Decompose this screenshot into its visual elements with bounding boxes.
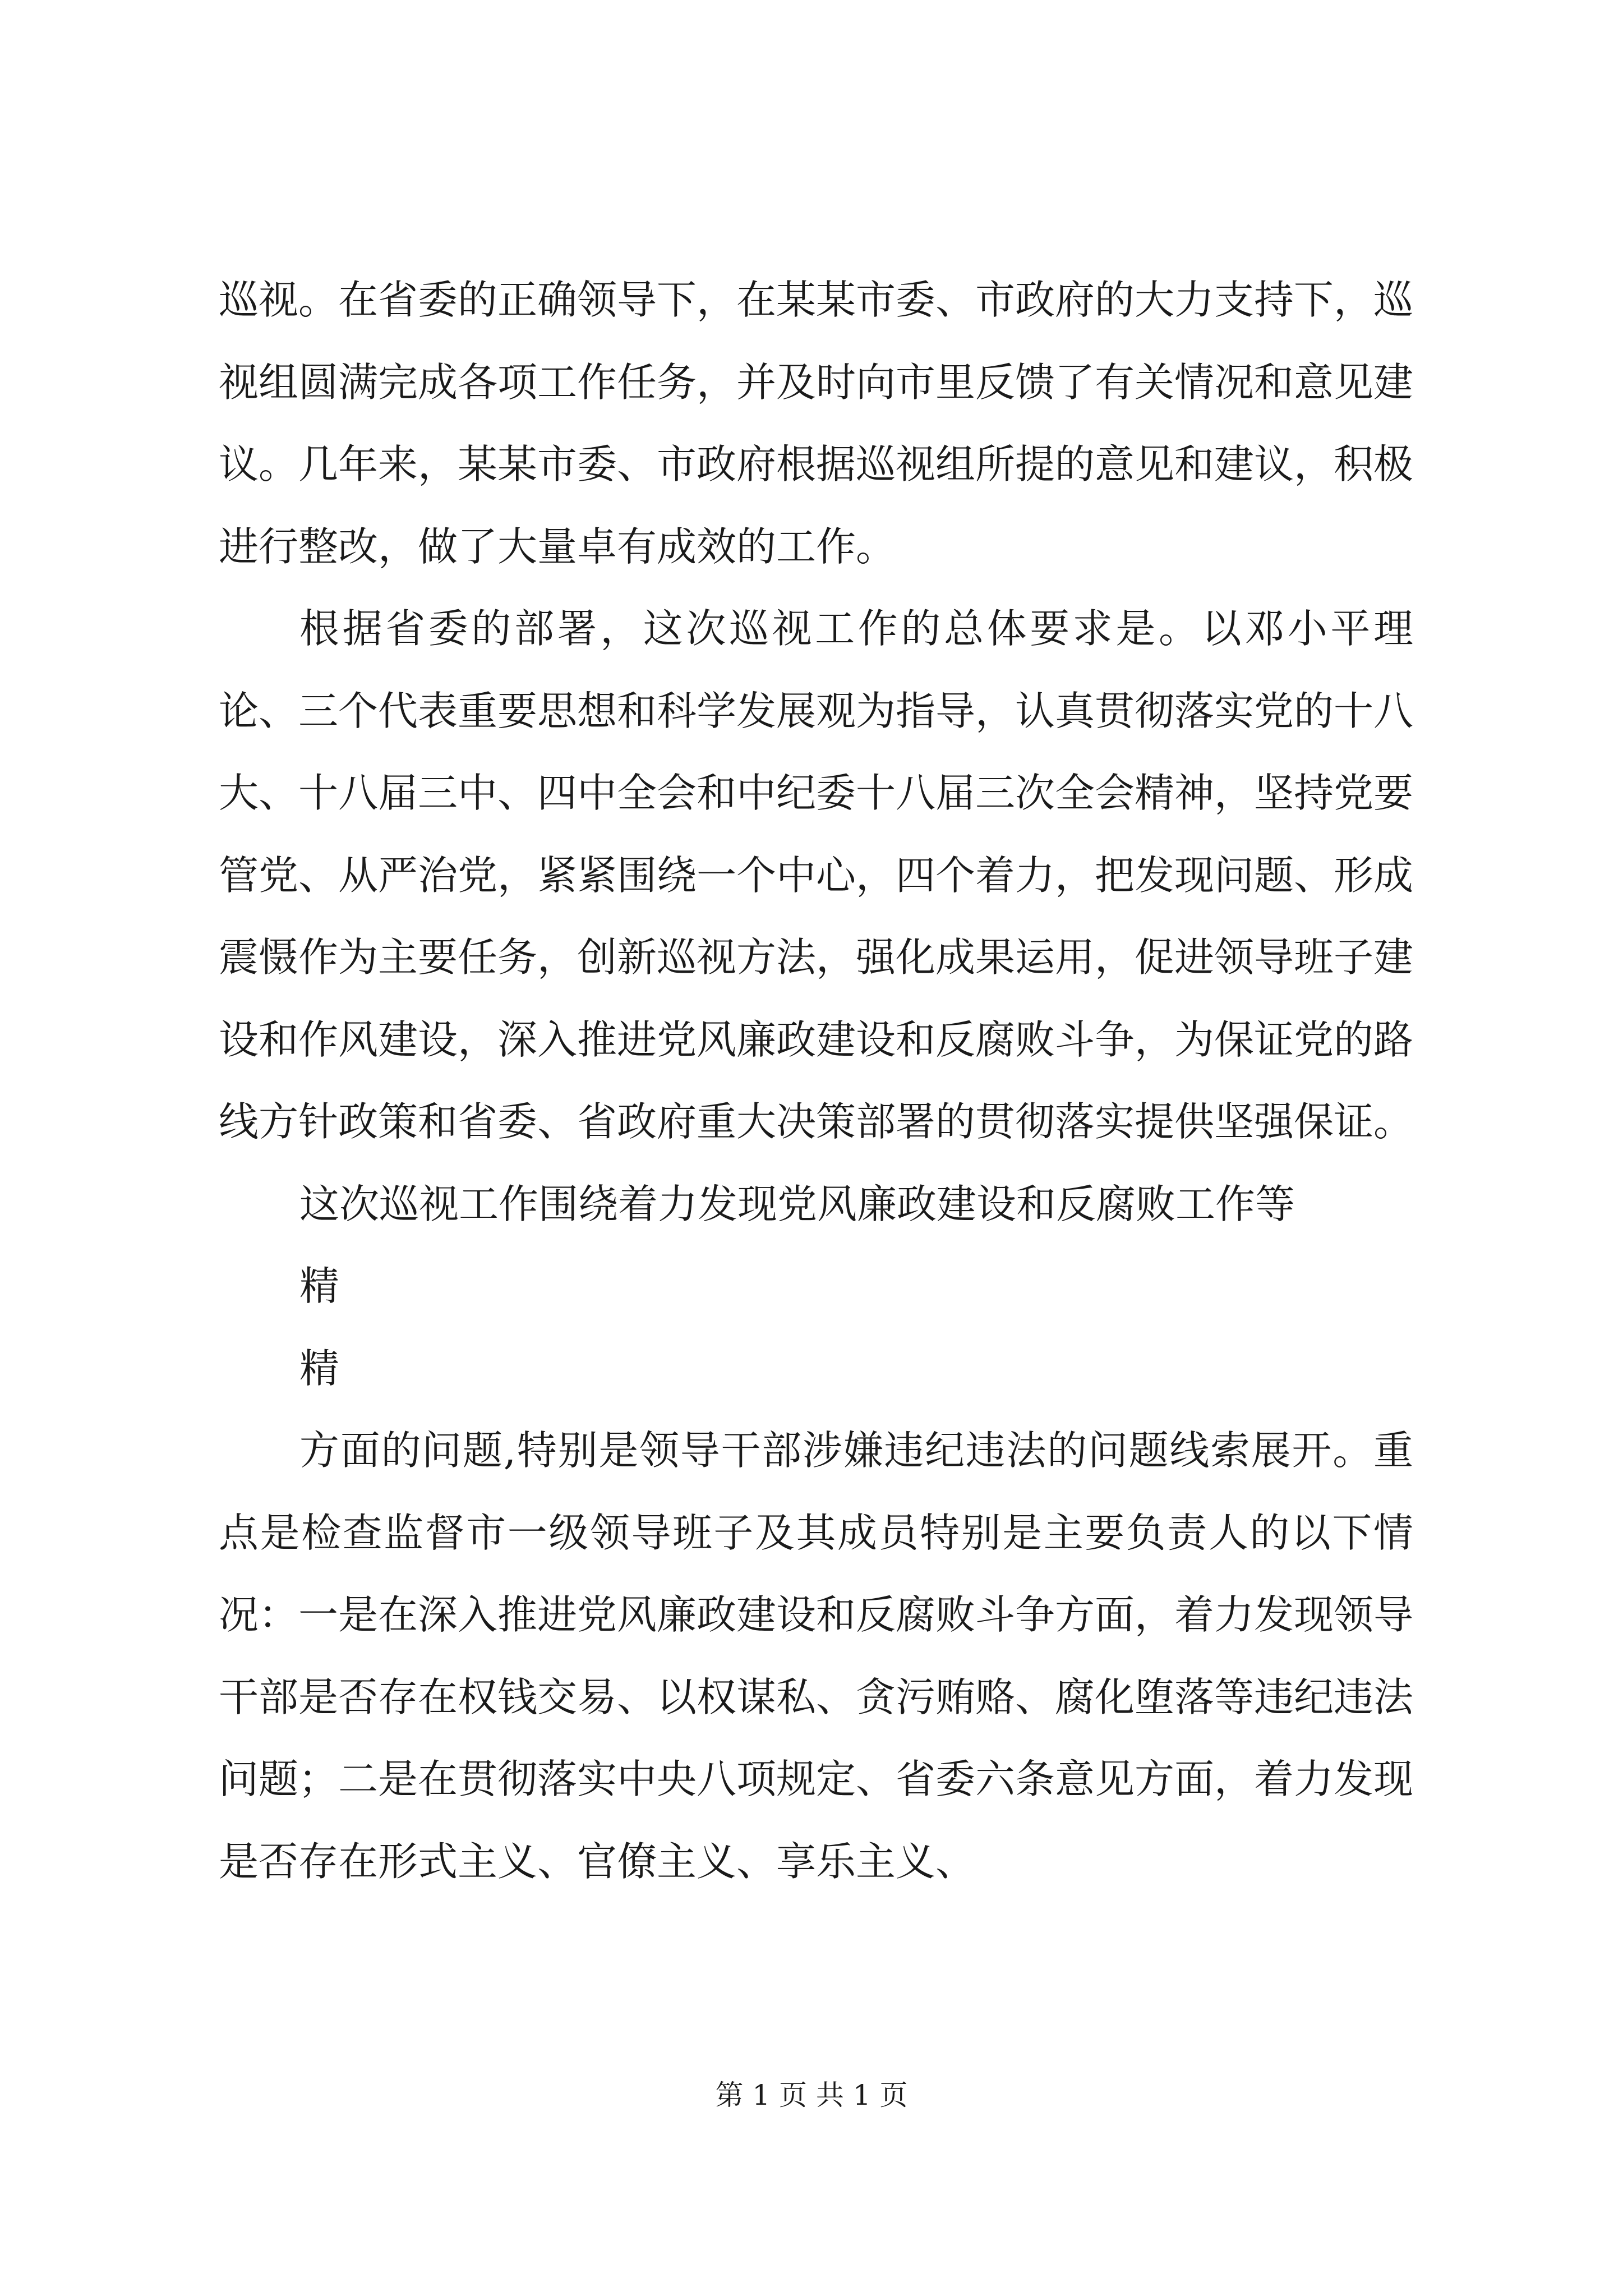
paragraph-3: 这次巡视工作围绕着力发现党风廉政建设和反腐败工作等 (299, 1180, 1295, 1227)
page-footer: 第 1 页 共 1 页 (715, 2079, 908, 2111)
paragraph-1: 巡视。在省委的正确领导下，在某某市委、市政府的大力支持下，巡视组圆满完成各项工作任务，并及时向市里反馈了有关情况和意见建议。几年来，某某市委、市政府根据巡视组所提的意见和建议，积极进行整改，做了大量卓有成效的工作。 (219, 277, 1414, 570)
paragraph-2: 根据省委的部署，这次巡视工作的总体要求是。以邓小平理论、三个代表重要思想和科学发展观为指导，认真贯彻落实党的十八大、十八届三中、四中全会和中纪委十八届三次全会精神，坚持党要管党、从严治党，紧紧围绕一个中心，四个着力，把发现问题、形成震慑作为主要任务，创新巡视方法，强化成果运用，促进领导班子建设和作风建设，深入推进党风廉政建设和反腐败斗争，为保证党的路线方针政策和省委、省政府重大决策部署的贯彻落实提供坚强保证。 (219, 605, 1414, 1145)
paragraph-5: 精 (299, 1345, 340, 1392)
paragraph-6: 方面的问题,特别是领导干部涉嫌违纪违法的问题线索展开。重点是检查监督市一级领导班子及其成员特别是主要负责人的以下情况：一是在深入推进党风廉政建设和反腐败斗争方面，着力发现领导干部是否存在权钱交易、以权谋私、贪污贿赂、腐化堕落等违纪违法问题；二是在贯彻落实中央八项规定、省委六条意见方面，着力发现是否存在形式主义、官僚主义、享乐主义、 (219, 1427, 1414, 1885)
paragraph-4: 精 (299, 1263, 340, 1309)
document-body (219, 259, 1413, 1903)
